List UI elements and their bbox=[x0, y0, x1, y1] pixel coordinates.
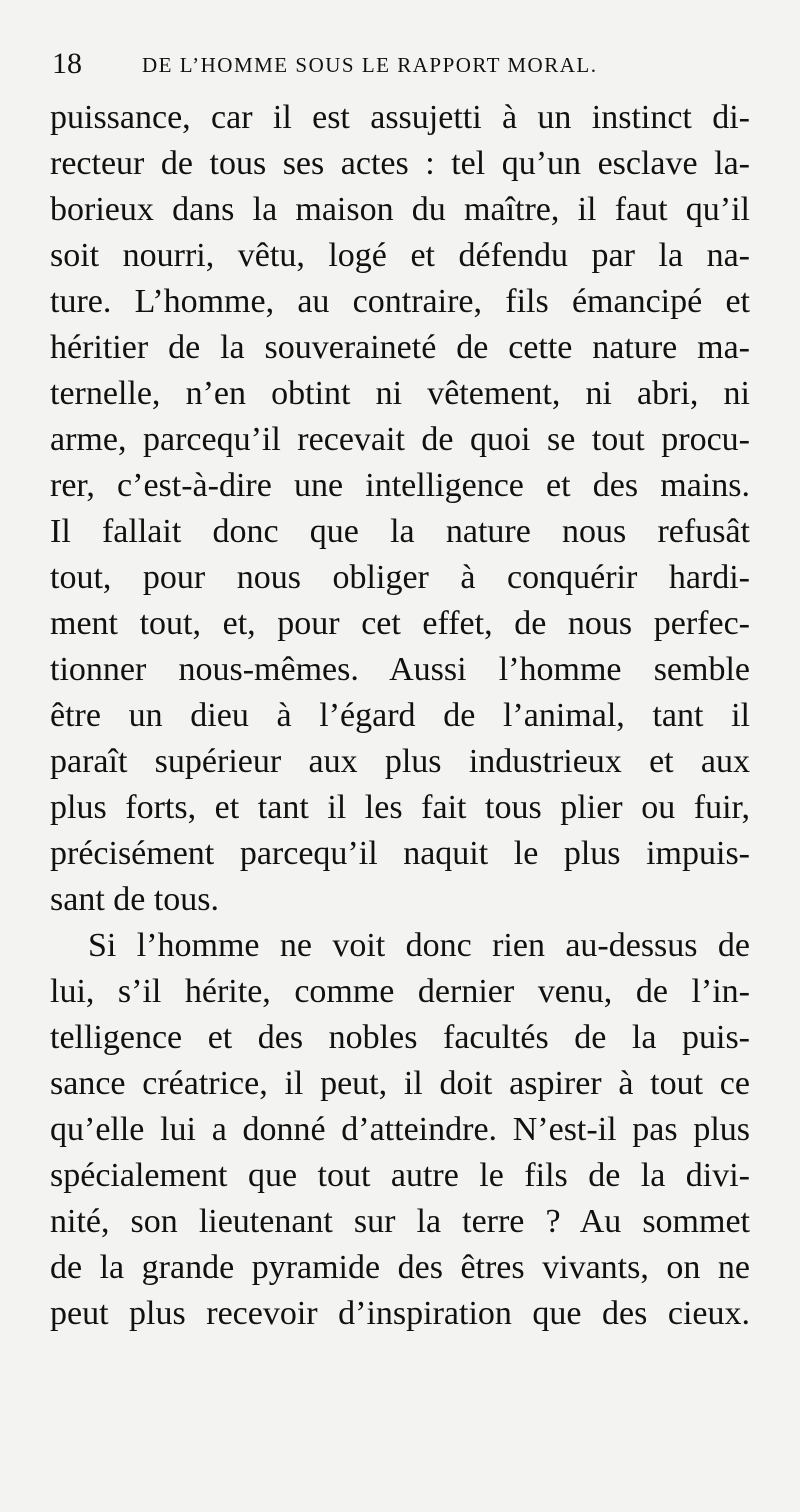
running-head: DE L’HOMME SOUS LE RAPPORT MORAL. bbox=[142, 53, 598, 77]
text-line: tout, pour nous obliger à conquérir hardi- bbox=[50, 559, 750, 596]
text-line: tionner nous-mêmes. Aussi l’homme semble bbox=[50, 651, 750, 688]
text-line: de la grande pyramide des êtres vivants, on ne bbox=[50, 1249, 750, 1286]
text-line: paraît supérieur aux plus industrieux et aux bbox=[50, 743, 750, 780]
text-line: lui, s’il hérite, comme dernier venu, de l’in- bbox=[50, 973, 750, 1010]
text-line: peut plus recevoir d’inspiration que des cieux. bbox=[50, 1295, 750, 1332]
text-line: ture. L’homme, au contraire, fils émancipé et bbox=[50, 283, 750, 320]
text-line: Il fallait donc que la nature nous refusât bbox=[50, 513, 750, 550]
page-header bbox=[52, 44, 752, 84]
text-line: arme, parcequ’il recevait de quoi se tout procu- bbox=[50, 421, 750, 458]
text-line: sant de tous. bbox=[50, 881, 220, 918]
body-text bbox=[50, 95, 750, 1337]
text-line: soit nourri, vêtu, logé et défendu par la na- bbox=[50, 237, 750, 274]
text-line: qu’elle lui a donné d’atteindre. N’est-il pas plus bbox=[50, 1111, 750, 1148]
text-line: ment tout, et, pour cet effet, de nous perfec- bbox=[50, 605, 750, 642]
text-line: telligence et des nobles facultés de la puis- bbox=[50, 1019, 750, 1056]
text-line: puissance, car il est assujetti à un instinct di- bbox=[50, 99, 750, 136]
text-line: spécialement que tout autre le fils de la divi- bbox=[50, 1157, 750, 1194]
text-line: précisément parcequ’il naquit le plus impuis- bbox=[50, 835, 750, 872]
text-line: héritier de la souveraineté de cette nature ma- bbox=[50, 329, 750, 366]
text-line: sance créatrice, il peut, il doit aspirer à tout ce bbox=[50, 1065, 750, 1102]
text-line: recteur de tous ses actes : tel qu’un esclave la- bbox=[50, 145, 750, 182]
text-line: être un dieu à l’égard de l’animal, tant il bbox=[50, 697, 750, 734]
text-line: ternelle, n’en obtint ni vêtement, ni abri, ni bbox=[50, 375, 750, 412]
text-line: plus forts, et tant il les fait tous plier ou fuir, bbox=[50, 789, 750, 826]
text-line: borieux dans la maison du maître, il faut qu’il bbox=[50, 191, 750, 228]
text-line: nité, son lieutenant sur la terre ? Au sommet bbox=[50, 1203, 750, 1240]
text-line: rer, c’est-à-dire une intelligence et des mains. bbox=[50, 467, 750, 504]
text-line: Si l’homme ne voit donc rien au-dessus de bbox=[88, 927, 750, 964]
page-number: 18 bbox=[52, 47, 82, 80]
